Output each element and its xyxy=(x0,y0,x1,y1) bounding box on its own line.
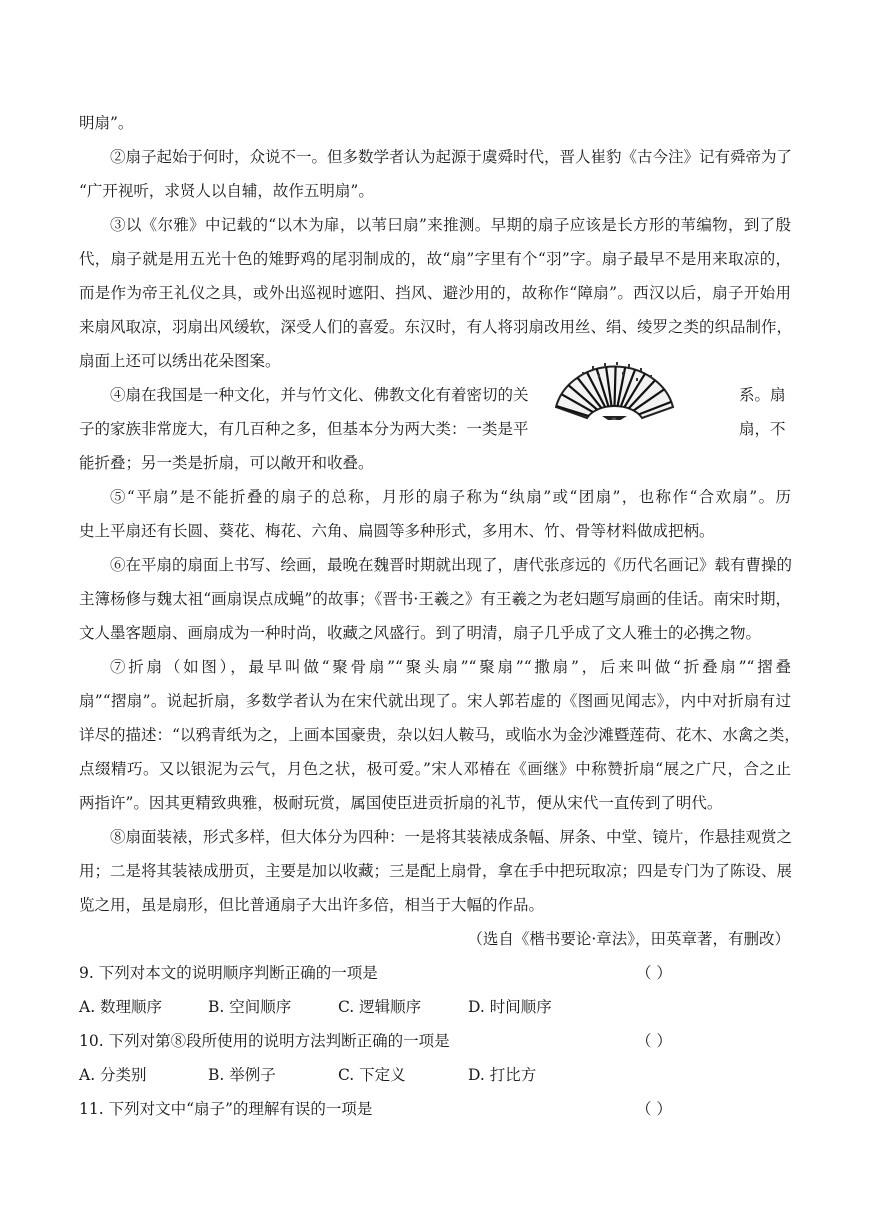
paragraph-text: ③以《尔雅》中记载的“以木为扉，以苇曰扇”来推测。早期的扇子应该是长方形的苇编物，到了殷 xyxy=(110,216,791,234)
question-stem: 9. 下列对本文的说明顺序判断正确的一项是 xyxy=(79,964,378,982)
paragraph-text: 史上平扇还有长圆、葵花、梅花、六角、扁圆等多种形式，多用木、竹、骨等材料做成把柄。 xyxy=(79,522,715,540)
paragraph-text: 子的家族非常庞大，有几百种之多，但基本分为两大类：一类是平 xyxy=(79,420,529,438)
paragraph-text: 主簿杨修与魏太祖“画扇误点成蝇”的故事；《晋书·王羲之》有王羲之为老妇题写扇画的佳话。南宋时期， xyxy=(79,590,791,608)
option-a: A. 数理顺序 xyxy=(79,998,163,1016)
paragraph-text: 用；二是将其装裱成册页，主要是加以收藏；三是配上扇骨，拿在手中把玩取凉；四是专门为了陈设、展 xyxy=(79,862,793,880)
paragraph-text: 扇”“摺扇”。说起折扇，多数学者认为在宋代就出现了。宋人郭若虚的《图画见闻志》，内中对折扇有过 xyxy=(79,692,791,710)
option-b: B. 举例子 xyxy=(208,1066,276,1084)
paragraph-text: ⑥在平扇的扇面上书写、绘画，最晚在魏晋时期就出现了，唐代张彦远的《历代名画记》载有曹操的 xyxy=(110,556,793,574)
option-a: A. 分类别 xyxy=(79,1066,147,1084)
paragraph-text: “广开视听，求贤人以自辅，故作五明扇”。 xyxy=(79,182,374,200)
answer-bracket: （ ） xyxy=(636,964,672,982)
paragraph-text: 文人墨客题扇、画扇成为一种时尚，收藏之风盛行。到了明清，扇子几乎成了文人雅士的必携之物。 xyxy=(79,624,762,642)
paragraph-text: ⑦折扇（如图），最早叫做“聚骨扇”“聚头扇”“聚扇”“撒扇”，后来叫做“折叠扇”“摺叠 xyxy=(110,658,791,676)
paragraph-text: ⑤“平扇”是不能折叠的扇子的总称，月形的扇子称为“纨扇”或“团扇”，也称作“合欢扇”。历 xyxy=(110,488,791,506)
paragraph-text: 明扇”。 xyxy=(79,114,134,132)
paragraph-text: 详尽的描述：“以鸦青纸为之，上画本国豪贵，杂以妇人鞍马，或临水为金沙滩暨莲荷、花木、水禽之类， xyxy=(79,726,800,744)
paragraph-text: 代，扇子就是用五光十色的雉野鸡的尾羽制成的，故“扇”字里有个“羽”字。扇子最早不是用来取凉的， xyxy=(79,250,791,268)
paragraph-text: 系。扇 xyxy=(739,386,786,404)
option-d: D. 打比方 xyxy=(468,1066,537,1084)
paragraph-text: ④扇在我国是一种文化，并与竹文化、佛教文化有着密切的关 xyxy=(110,386,529,404)
paragraph-text: 能折叠；另一类是折扇，可以敞开和收叠。 xyxy=(79,454,374,472)
paragraph-text: 两指许”。因其更精致典雅，极耐玩赏，属国使臣进贡折扇的礼节，便从宋代一直传到了明代。 xyxy=(79,794,723,812)
paragraph-text: ②扇子起始于何时，众说不一。但多数学者认为起源于虞舜时代，晋人崔豹《古今注》记有舜帝为了 xyxy=(110,148,793,166)
paragraph-text: 点缀精巧。又以银泥为云气，月色之状，极可爱。”宋人邓椿在《画继》中称赞折扇“展之广尺，合之止 xyxy=(79,760,791,778)
question-stem: 10. 下列对第⑧段所使用的说明方法判断正确的一项是 xyxy=(79,1032,450,1050)
paragraph-text: 而是作为帝王礼仪之具，或外出巡视时遮阳、挡风、避沙用的，故称作“障扇”。西汉以后，扇子开始用 xyxy=(79,284,791,302)
option-c: C. 下定义 xyxy=(338,1066,406,1084)
paragraph-text: 扇，不 xyxy=(739,420,786,438)
paragraph-text: 览之用，虽是扇形，但比普通扇子大出许多倍，相当于大幅的作品。 xyxy=(79,896,545,914)
paragraph-text: ⑧扇面装裱，形式多样，但大体分为四种：一是将其装裱成条幅、屏条、中堂、镜片，作悬挂观赏之 xyxy=(110,828,793,846)
option-b: B. 空间顺序 xyxy=(208,998,292,1016)
answer-bracket: （ ） xyxy=(636,1032,672,1050)
source-citation: （选自《楷书要论·章法》，田英章著，有删改） xyxy=(467,930,790,948)
folding-fan-image xyxy=(552,352,677,420)
option-d: D. 时间顺序 xyxy=(468,998,552,1016)
option-c: C. 逻辑顺序 xyxy=(338,998,422,1016)
paragraph-text: 来扇风取凉，羽扇出风缓软，深受人们的喜爱。东汉时，有人将羽扇改用丝、绢、绫罗之类的织品制作， xyxy=(79,318,793,336)
answer-bracket: （ ） xyxy=(636,1100,672,1118)
paragraph-text: 扇面上还可以绣出花朵图案。 xyxy=(79,352,281,370)
question-stem: 11. 下列对文中“扇子”的理解有误的一项是 xyxy=(79,1100,373,1118)
